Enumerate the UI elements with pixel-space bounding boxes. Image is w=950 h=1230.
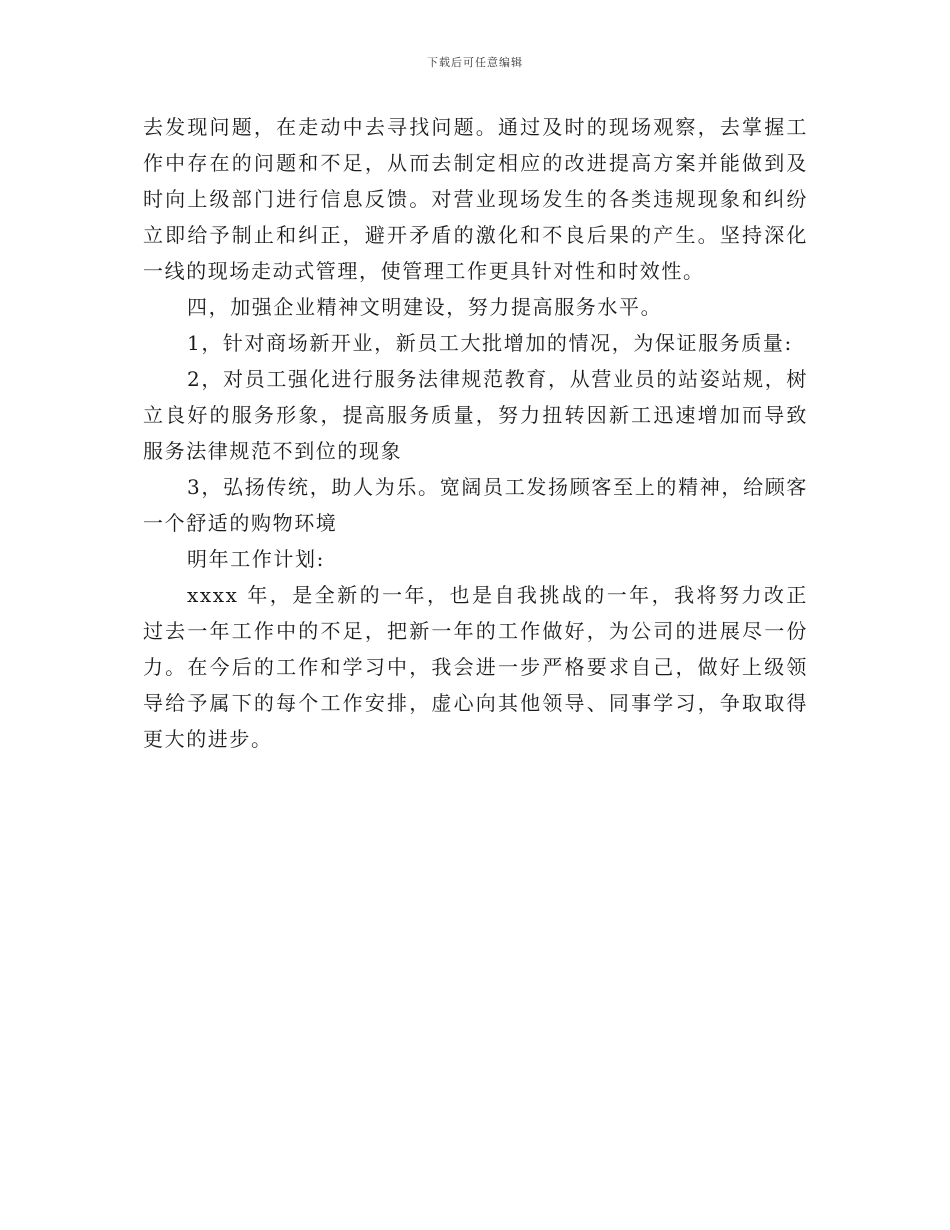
section-heading-four: 四，加强企业精神文明建设，努力提高服务水平。 [187,295,663,319]
plan-heading: 明年工作计划: [187,547,325,571]
list-item-1: 1，针对商场新开业，新员工大批增加的情况，为保证服务质量: [187,331,793,355]
list-item-2: 2，对员工强化进行服务法律规范教育，从营业员的站姿站规，树立良好的服务形象，提高服务质量，努力扭转因新工迅速增加而导致服务法律规范不到位的现象 [143,367,808,463]
plan-paragraph: xxxx 年，是全新的一年，也是自我挑战的一年，我将努力改正过去一年工作中的不足，把新一年的工作做好，为公司的进展尽一份力。在今后的工作和学习中，我会进一步严格要求自己，做好上级领导给予属下的每个工作安排，虚心向其他领导、同事学习，争取取得更大的进步。 [143,583,808,751]
document-body [143,109,808,757]
list-item-3: 3，弘扬传统，助人为乐。宽阔员工发扬顾客至上的精神，给顾客一个舒适的购物环境 [143,475,808,535]
page-header: 下载后可任意编辑 [427,56,523,69]
paragraph-continuation: 去发现问题，在走动中去寻找问题。通过及时的现场观察，去掌握工作中存在的问题和不足，从而去制定相应的改进提高方案并能做到及时向上级部门进行信息反馈。对营业现场发生的各类违规现象和纠纷立即给予制止和纠正，避开矛盾的激化和不良后果的产生。坚持深化一线的现场走动式管理，使管理工作更具针对性和时效性。 [143,115,808,283]
